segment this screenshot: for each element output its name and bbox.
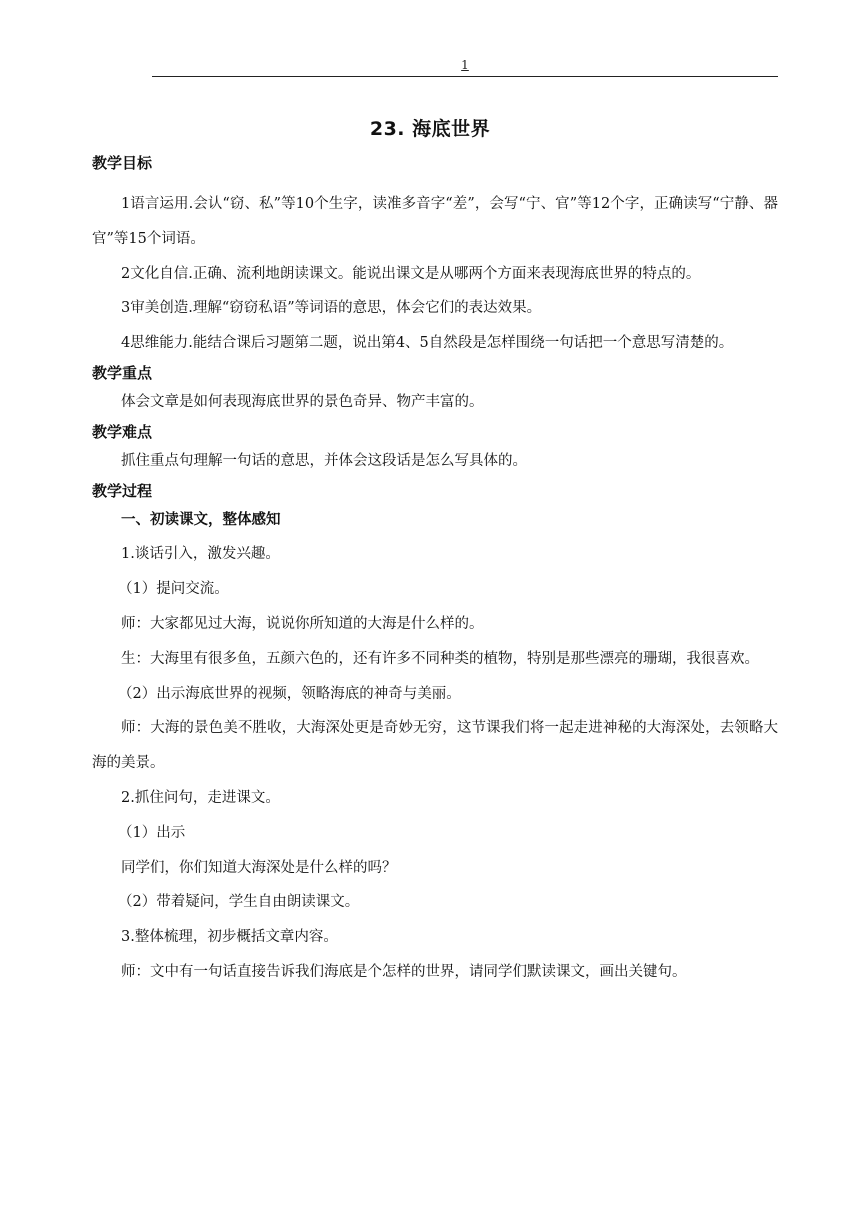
difficulty-text: 抓住重点句理解一句话的意思，并体会这段话是怎么写具体的。 <box>121 452 527 469</box>
goal-item: 2文化自信.正确、流利地朗读课文。能说出课文是从哪两个方面来表现海底世界的特点的。 <box>121 265 701 282</box>
key-point-text: 体会文章是如何表现海底世界的景色奇异、物产丰富的。 <box>121 393 484 410</box>
process-line: （1）提问交流。 <box>118 581 229 598</box>
header-rule <box>152 76 778 77</box>
process-line: 1.谈话引入，激发兴趣。 <box>121 546 280 563</box>
section-heading-goals: 教学目标 <box>92 154 153 172</box>
document-title: 23. 海底世界 <box>369 118 491 140</box>
section-heading-key-point: 教学重点 <box>92 363 153 382</box>
document-body <box>92 152 778 990</box>
page-header <box>152 58 778 77</box>
process-line: 3.整体梳理，初步概括文章内容。 <box>121 929 338 946</box>
process-line: 师：大家都见过大海，说说你所知道的大海是什么样的。 <box>121 615 484 632</box>
process-line: 同学们，你们知道大海深处是什么样的吗？ <box>121 859 397 876</box>
process-line: （2）出示海底世界的视频，领略海底的神奇与美丽。 <box>118 685 461 702</box>
process-line: （1）出示 <box>118 824 186 841</box>
process-line: （2）带着疑问，学生自由朗读课文。 <box>118 894 360 911</box>
process-line: 生：大海里有很多鱼，五颜六色的，还有许多不同种类的植物，特别是那些漂亮的珊瑚，我很喜欢。 <box>121 650 759 667</box>
section-heading-process: 教学过程 <box>92 481 153 500</box>
process-part-title: 一、初读课文，整体感知 <box>121 511 281 528</box>
goal-item: 3审美创造.理解“窃窃私语”等词语的意思，体会它们的表达效果。 <box>121 300 542 317</box>
process-line: 2.抓住问句，走进课文。 <box>121 789 280 806</box>
goal-item: 1语言运用.会认“窃、私”等10个生字，读准多音字“差”，会写“宁、官”等12个字，正确读写“宁静、器官”等15个词语。 <box>92 196 778 247</box>
goal-item: 4思维能力.能结合课后习题第二题，说出第4、5自然段是怎样围绕一句话把一个意思写清楚的。 <box>121 335 734 352</box>
section-heading-difficulty: 教学难点 <box>92 422 153 441</box>
process-line: 师：文中有一句话直接告诉我们海底是个怎样的世界，请同学们默读课文，画出关键句。 <box>121 963 687 980</box>
page-number: 1 <box>461 58 469 72</box>
process-line: 师：大海的景色美不胜收，大海深处更是奇妙无穷，这节课我们将一起走进神秘的大海深处，去领略大海的美景。 <box>92 720 778 772</box>
